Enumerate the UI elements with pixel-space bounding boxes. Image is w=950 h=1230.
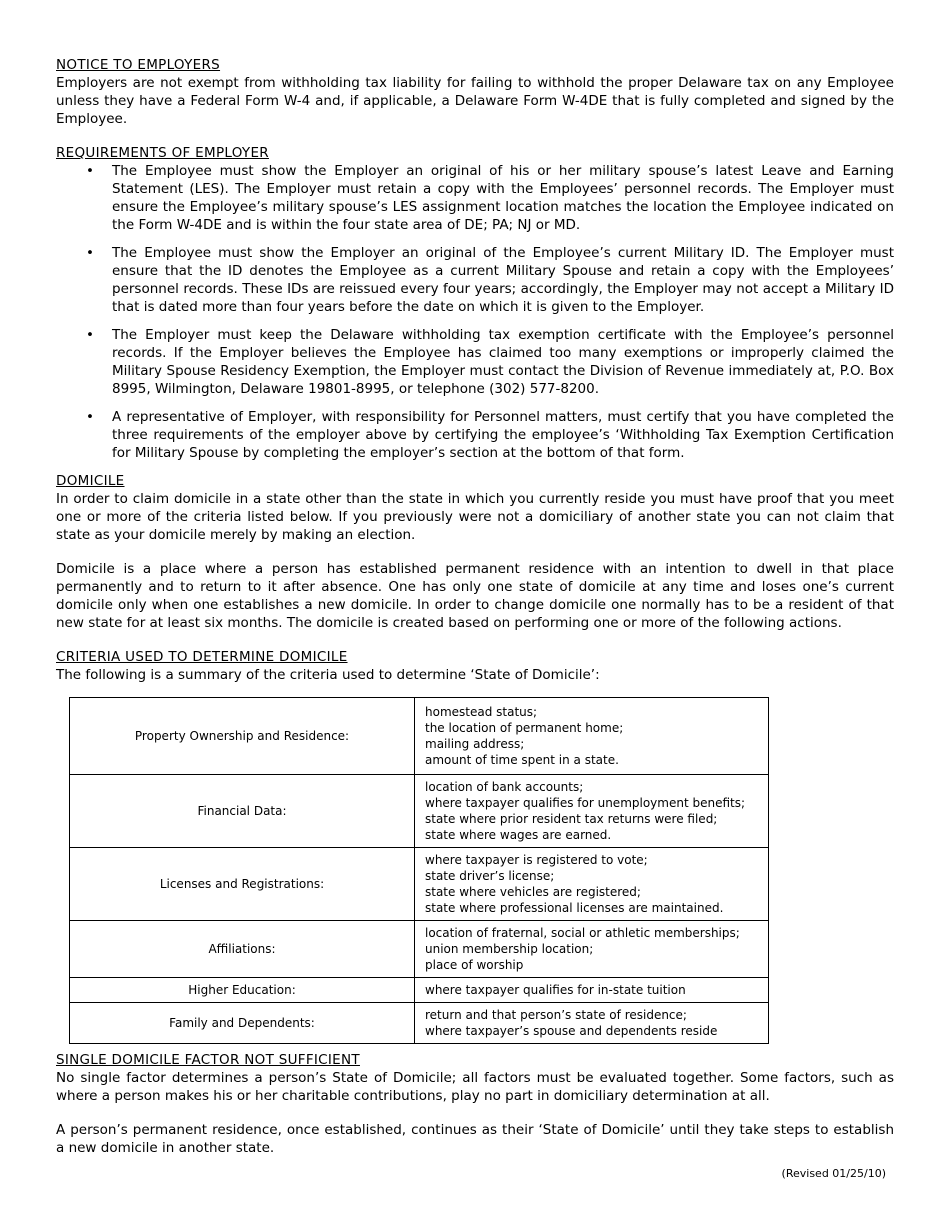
bullet-icon: •: [86, 409, 94, 425]
criteria-line: where taxpayer is registered to vote;: [425, 853, 648, 867]
bullet-icon: •: [86, 245, 94, 261]
list-item: [56, 408, 894, 462]
table-row: [70, 978, 769, 1003]
criteria-label: Licenses and Registrations:: [70, 848, 415, 921]
criteria-section: [56, 648, 894, 684]
requirement-text: The Employee must show the Employer an original of his or her military spouse’s latest Leave and Earning Statement (LES). The Employer must retain a copy with the Employees’ personnel records. The Employer must ensure the Employee’s military spouse’s LES assignment location matches the location the Employee indicated on the Form W-4DE and is within the four state area of DE; PA; NJ or MD.: [112, 163, 894, 233]
criteria-line: location of bank accounts;: [425, 780, 584, 794]
criteria-line: place of worship: [425, 958, 524, 972]
criteria-label: Property Ownership and Residence:: [70, 698, 415, 775]
domicile-paragraph-1: In order to claim domicile in a state other than the state in which you currently reside you must have proof that you meet one or more of the criteria listed below. If you previously were not a domiciliary of another state you can not claim that state as your domicile merely by making an election.: [56, 491, 894, 543]
requirement-text: The Employer must keep the Delaware withholding tax exemption certificate with the Employee’s personnel records. If the Employer believes the Employee has claimed too many exemptions or improperly claimed the Military Spouse Residency Exemption, the Employer must contact the Division of Revenue immediately at, P.O. Box 8995, Wilmington, Delaware 19801-8995, or telephone (302) 577-8200.: [112, 327, 894, 397]
notice-section: [56, 56, 894, 128]
document-page: [56, 56, 894, 684]
bullet-icon: •: [86, 327, 94, 343]
notice-heading: NOTICE TO EMPLOYERS: [56, 57, 221, 73]
table-row: [70, 698, 769, 775]
criteria-values: [415, 698, 769, 775]
table-row: [70, 921, 769, 978]
domicile-heading: DOMICILE: [56, 473, 125, 489]
criteria-label: Family and Dependents:: [70, 1003, 415, 1044]
criteria-values: [415, 775, 769, 848]
domicile-paragraph-2: Domicile is a place where a person has established permanent residence with an intention to dwell in that place permanently and to return to it after absence. One has only one state of domicile at any time and loses one’s current domicile only when one establishes a new domicile. In order to change domicile one normally has to be a resident of that new state for at least six months. The domicile is created based on performing one or more of the following actions.: [56, 561, 894, 631]
criteria-line: state driver’s license;: [425, 869, 555, 883]
criteria-label: Financial Data:: [70, 775, 415, 848]
bullet-icon: •: [86, 163, 94, 179]
criteria-line: union membership location;: [425, 942, 594, 956]
list-item: [56, 326, 894, 398]
criteria-label: Higher Education:: [70, 978, 415, 1003]
table-row: [70, 775, 769, 848]
criteria-line: mailing address;: [425, 737, 525, 751]
requirements-section: [56, 144, 894, 462]
criteria-line: the location of permanent home;: [425, 721, 624, 735]
criteria-values: [415, 848, 769, 921]
domicile-section: [56, 472, 894, 632]
notice-text: Employers are not exempt from withholding tax liability for failing to withhold the proper Delaware tax on any Employee unless they have a Federal Form W-4 and, if applicable, a Delaware Form W-4DE that is fully completed and signed by the Employee.: [56, 75, 894, 127]
criteria-line: state where vehicles are registered;: [425, 885, 641, 899]
criteria-values: [415, 978, 769, 1003]
criteria-line: state where professional licenses are maintained.: [425, 901, 724, 915]
criteria-values: [415, 1003, 769, 1044]
requirements-list: [56, 162, 894, 462]
criteria-line: return and that person’s state of residence;: [425, 1008, 687, 1022]
criteria-line: where taxpayer qualifies for in-state tuition: [425, 983, 686, 997]
criteria-intro: The following is a summary of the criteria used to determine ‘State of Domicile’:: [56, 667, 600, 683]
criteria-line: amount of time spent in a state.: [425, 753, 619, 767]
revised-date: (Revised 01/25/10): [781, 1167, 886, 1180]
criteria-line: state where prior resident tax returns were filed;: [425, 812, 718, 826]
requirement-text: The Employee must show the Employer an original of the Employee’s current Military ID. The Employer must ensure that the ID denotes the Employee as a current Military Spouse and retain a copy with the Employees’ personnel records. These IDs are reissued every four years; accordingly, the Employer may not accept a Military ID that is dated more than four years before the date on which it is given to the Employer.: [112, 245, 894, 315]
single-factor-heading: SINGLE DOMICILE FACTOR NOT SUFFICIENT: [56, 1052, 360, 1068]
criteria-line: location of fraternal, social or athletic memberships;: [425, 926, 740, 940]
criteria-heading: CRITERIA USED TO DETERMINE DOMICILE: [56, 649, 348, 665]
criteria-line: where taxpayer qualifies for unemployment benefits;: [425, 796, 746, 810]
criteria-label: Affiliations:: [70, 921, 415, 978]
requirement-text: A representative of Employer, with responsibility for Personnel matters, must certify that you have completed the three requirements of the employer above by certifying the employee’s ‘Withholding Tax Exemption Certification for Military Spouse by completing the employer’s section at the bottom of that form.: [112, 409, 894, 461]
list-item: [56, 162, 894, 234]
list-item: [56, 244, 894, 316]
single-factor-section: [56, 1051, 894, 1157]
criteria-line: state where wages are earned.: [425, 828, 612, 842]
criteria-line: homestead status;: [425, 705, 538, 719]
criteria-values: [415, 921, 769, 978]
table-row: [70, 848, 769, 921]
criteria-table: [69, 697, 769, 1044]
table-row: [70, 1003, 769, 1044]
criteria-line: where taxpayer’s spouse and dependents reside: [425, 1024, 718, 1038]
requirements-heading: REQUIREMENTS OF EMPLOYER: [56, 145, 269, 161]
single-factor-paragraph-2: A person’s permanent residence, once established, continues as their ‘State of Domicile’ until they take steps to establish a new domicile in another state.: [56, 1122, 894, 1156]
single-factor-paragraph-1: No single factor determines a person’s State of Domicile; all factors must be evaluated together. Some factors, such as where a person makes his or her charitable contributions, play no part in domiciliary determination at all.: [56, 1070, 894, 1104]
